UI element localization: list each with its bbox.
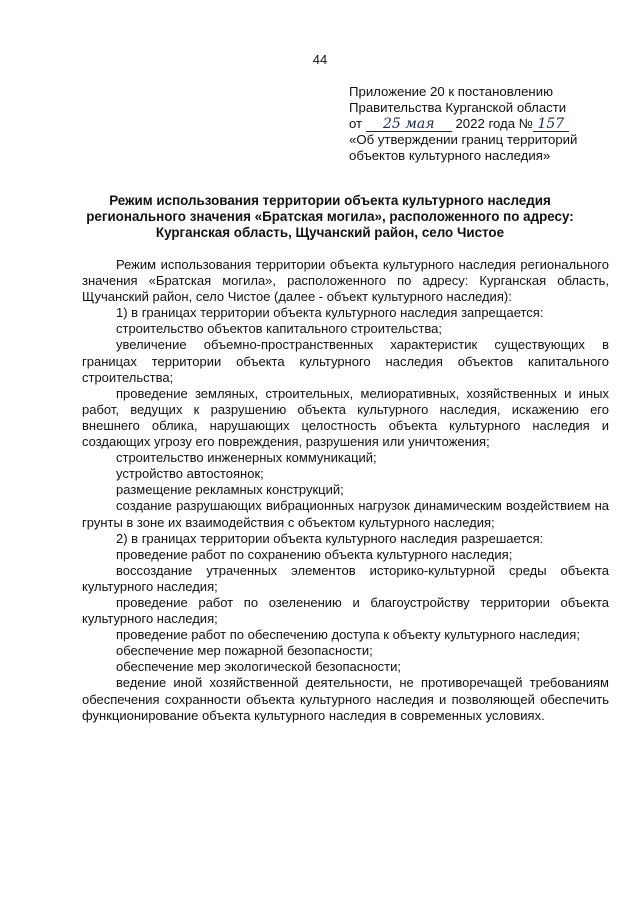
document-title xyxy=(70,193,590,241)
paragraph: воссоздание утраченных элементов историко-культурной среды объекта культурного наследия; xyxy=(82,562,609,594)
date-suffix: 2022 года № xyxy=(455,116,533,131)
appendix-header xyxy=(349,84,619,164)
appendix-line-5: объектов культурного наследия» xyxy=(349,148,551,163)
paragraph: обеспечение мер экологической безопасности; xyxy=(116,659,402,675)
paragraph: проведение работ по сохранению объекта культурного наследия; xyxy=(116,546,513,562)
paragraph: размещение рекламных конструкций; xyxy=(116,482,344,498)
paragraph: 2) в границах территории объекта культурного наследия разрешается: xyxy=(116,530,544,546)
handwritten-date: 25 мая xyxy=(366,117,452,132)
appendix-line-2: Правительства Курганской области xyxy=(349,100,567,115)
date-prefix: от xyxy=(349,116,363,131)
title-line-2: регионального значения «Братская могила», расположенного по адресу: xyxy=(86,209,574,224)
paragraph: создание разрушающих вибрационных нагрузок динамическим воздействием на грунты в зоне их взаимодействия с объектом культурного наследия; xyxy=(82,498,609,530)
page-number: 44 xyxy=(312,52,328,67)
paragraph: Режим использования территории объекта культурного наследия регионального значения «Братская могила», расположенного по адресу: Курганская область, Щучанский район, село Чистое (далее - объект культурного наследия): xyxy=(82,257,609,305)
handwritten-number: 157 xyxy=(533,117,569,132)
paragraph: устройство автостоянок; xyxy=(116,466,264,482)
paragraph: строительство инженерных коммуникаций; xyxy=(116,450,377,466)
paragraph: проведение работ по обеспечению доступа к объекту культурного наследия; xyxy=(116,627,580,643)
paragraph: увеличение объемно-пространственных характеристик существующих в границах территории объекта культурного наследия объектов капитального строительства; xyxy=(82,337,609,385)
paragraph: ведение иной хозяйственной деятельности, не противоречащей требованиям обеспечения сохранности объекта культурного наследия и позволяющей обеспечить функционирование объекта культурного наследия в современных условиях. xyxy=(82,675,609,723)
title-line-1: Режим использования территории объекта культурного наследия xyxy=(109,193,551,208)
appendix-line-1: Приложение 20 к постановлению xyxy=(349,84,553,99)
appendix-line-4: «Об утверждении границ территорий xyxy=(349,132,578,147)
paragraph: обеспечение мер пожарной безопасности; xyxy=(116,643,373,659)
paragraph: проведение земляных, строительных, мелиоративных, хозяйственных и иных работ, ведущих к разрушению объекта культурного наследия, искажению его внешнего облика, нарушающих целостность объекта культурного наследия и создающих угрозу его повреждения, разрушения или уничтожения; xyxy=(82,385,609,450)
paragraph: строительство объектов капитального строительства; xyxy=(116,321,442,337)
paragraph: 1) в границах территории объекта культурного наследия запрещается: xyxy=(116,305,544,321)
title-line-3: Курганская область, Щучанский район, село Чистое xyxy=(155,225,505,240)
paragraph: проведение работ по озеленению и благоустройству территории объекта культурного наследия; xyxy=(82,594,609,627)
appendix-date-line xyxy=(349,116,619,132)
document-body xyxy=(82,257,609,724)
